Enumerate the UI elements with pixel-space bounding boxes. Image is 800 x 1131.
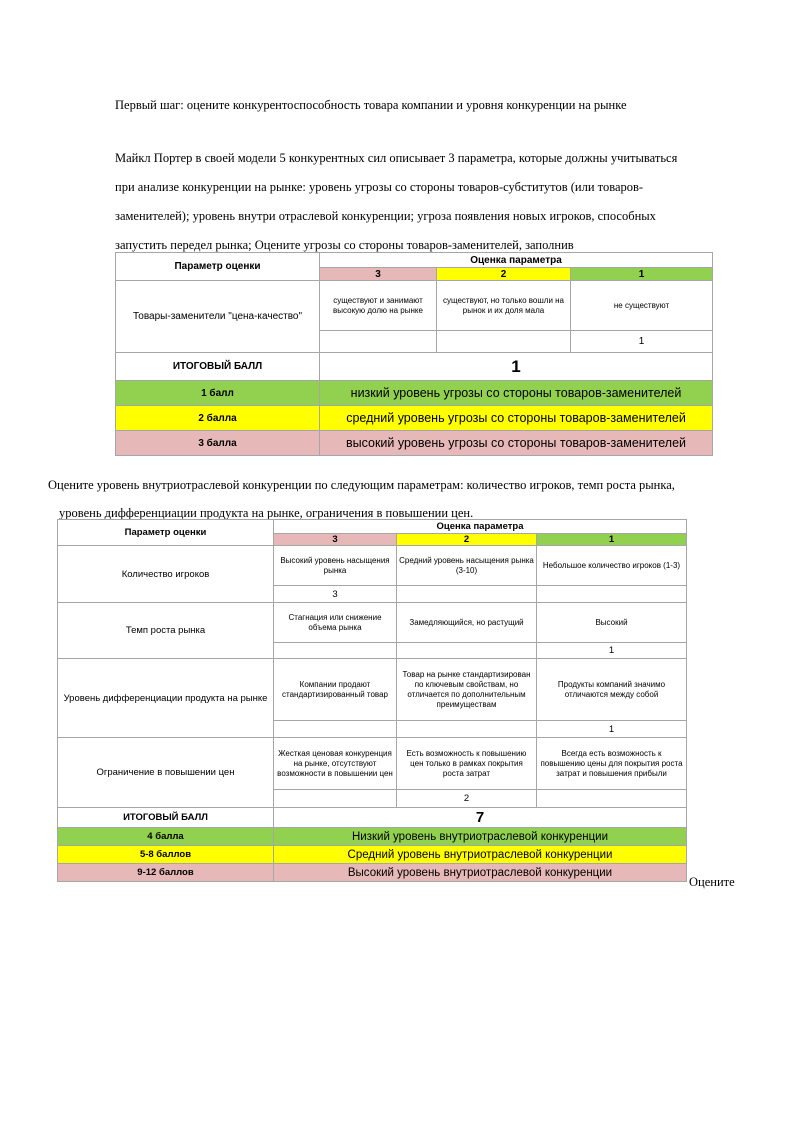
- option-cell: Товар на рынке стандартизирован по ключевым свойствам, но отличается по дополнительным преимуществам: [397, 659, 537, 721]
- rating-header: Оценка параметра: [320, 253, 713, 268]
- score-cell[interactable]: [397, 721, 537, 738]
- score-cell[interactable]: [274, 721, 397, 738]
- row-label: Ограничение в повышении цен: [58, 738, 274, 808]
- band-label: 1 балл: [116, 381, 320, 406]
- score-cell[interactable]: [537, 586, 687, 603]
- band-text: Средний уровень внутриотраслевой конкуренции: [274, 846, 687, 864]
- band-text: Низкий уровень внутриотраслевой конкуренции: [274, 828, 687, 846]
- score-3: 3: [274, 534, 397, 546]
- total-label: ИТОГОВЫЙ БАЛЛ: [58, 808, 274, 828]
- option-cell: Есть возможность к повышению цен только в рамках покрытия роста затрат: [397, 738, 537, 790]
- score-2: 2: [397, 534, 537, 546]
- row-label: Уровень дифференциации продукта на рынке: [58, 659, 274, 738]
- total-label: ИТОГОВЫЙ БАЛЛ: [116, 353, 320, 381]
- score-cell[interactable]: [397, 643, 537, 659]
- paragraph-line: заменителей); уровень внутри отраслевой конкуренции; угроза появления новых игроков, способных: [115, 209, 656, 223]
- option-cell: Компании продают стандартизированный товар: [274, 659, 397, 721]
- row-label: Количество игроков: [58, 546, 274, 603]
- rating-header: Оценка параметра: [274, 520, 687, 534]
- band-label: 3 балла: [116, 431, 320, 456]
- band-label: 2 балла: [116, 406, 320, 431]
- option-cell: существуют и занимают высокую долю на рынке: [320, 281, 437, 331]
- param-header: Параметр оценки: [116, 253, 320, 281]
- option-cell: Всегда есть возможность к повышению цены для покрытия роста затрат и повышения прибыли: [537, 738, 687, 790]
- paragraph-line: Оцените уровень внутриотраслевой конкуренции по следующим параметрам: количество игроков, темп роста рынка,: [48, 478, 675, 492]
- row-label: Темп роста рынка: [58, 603, 274, 659]
- score-2: 2: [437, 268, 571, 281]
- score-cell[interactable]: 1: [537, 721, 687, 738]
- paragraph-line: при анализе конкуренции на рынке: уровень угрозы со стороны товаров-субститутов (или товаров-: [115, 180, 644, 194]
- score-cell[interactable]: [274, 643, 397, 659]
- option-cell: существуют, но только вошли на рынок и их доля мала: [437, 281, 571, 331]
- heading: Первый шаг: оцените конкурентоспособность товара компании и уровня конкуренции на рынке: [115, 98, 627, 112]
- band-text: Высокий уровень внутриотраслевой конкуренции: [274, 864, 687, 882]
- total-value[interactable]: 7: [274, 808, 687, 828]
- option-cell: не существуют: [571, 281, 713, 331]
- score-cell[interactable]: [274, 790, 397, 808]
- band-label: 9-12 баллов: [58, 864, 274, 882]
- substitutes-table: [115, 252, 713, 456]
- paragraph-line: Оцените: [689, 875, 735, 889]
- score-cell[interactable]: [537, 790, 687, 808]
- score-cell[interactable]: [397, 586, 537, 603]
- score-cell[interactable]: [320, 331, 437, 353]
- paragraph-line: уровень дифференциации продукта на рынке, ограничения в повышении цен.: [59, 506, 474, 520]
- score-cell[interactable]: 2: [397, 790, 537, 808]
- paragraph-line: запустить передел рынка; Оцените угрозы со стороны товаров-заменителей, заполнив: [115, 238, 574, 252]
- band-text: низкий уровень угрозы со стороны товаров-заменителей: [320, 381, 713, 406]
- total-value[interactable]: 1: [320, 353, 713, 381]
- score-cell[interactable]: 1: [571, 331, 713, 353]
- score-cell[interactable]: [437, 331, 571, 353]
- band-text: высокий уровень угрозы со стороны товаров-заменителей: [320, 431, 713, 456]
- option-cell: Продукты компаний значимо отличаются между собой: [537, 659, 687, 721]
- score-cell[interactable]: 3: [274, 586, 397, 603]
- option-cell: Стагнация или снижение объема рынка: [274, 603, 397, 643]
- score-3: 3: [320, 268, 437, 281]
- option-cell: Высокий уровень насыщения рынка: [274, 546, 397, 586]
- score-1: 1: [571, 268, 713, 281]
- option-cell: Средний уровень насыщения рынка (3-10): [397, 546, 537, 586]
- band-label: 4 балла: [58, 828, 274, 846]
- band-text: средний уровень угрозы со стороны товаров-заменителей: [320, 406, 713, 431]
- param-header: Параметр оценки: [58, 520, 274, 546]
- band-label: 5-8 баллов: [58, 846, 274, 864]
- score-1: 1: [537, 534, 687, 546]
- score-cell[interactable]: 1: [537, 643, 687, 659]
- row-label: Товары-заменители "цена-качество": [116, 281, 320, 353]
- competition-table: [57, 519, 687, 882]
- option-cell: Замедляющийся, но растущий: [397, 603, 537, 643]
- paragraph-line: Майкл Портер в своей модели 5 конкурентных сил описывает 3 параметра, которые должны учитываться: [115, 151, 678, 165]
- option-cell: Небольшое количество игроков (1-3): [537, 546, 687, 586]
- option-cell: Высокий: [537, 603, 687, 643]
- option-cell: Жесткая ценовая конкуренция на рынке, отсутствуют возможности в повышении цен: [274, 738, 397, 790]
